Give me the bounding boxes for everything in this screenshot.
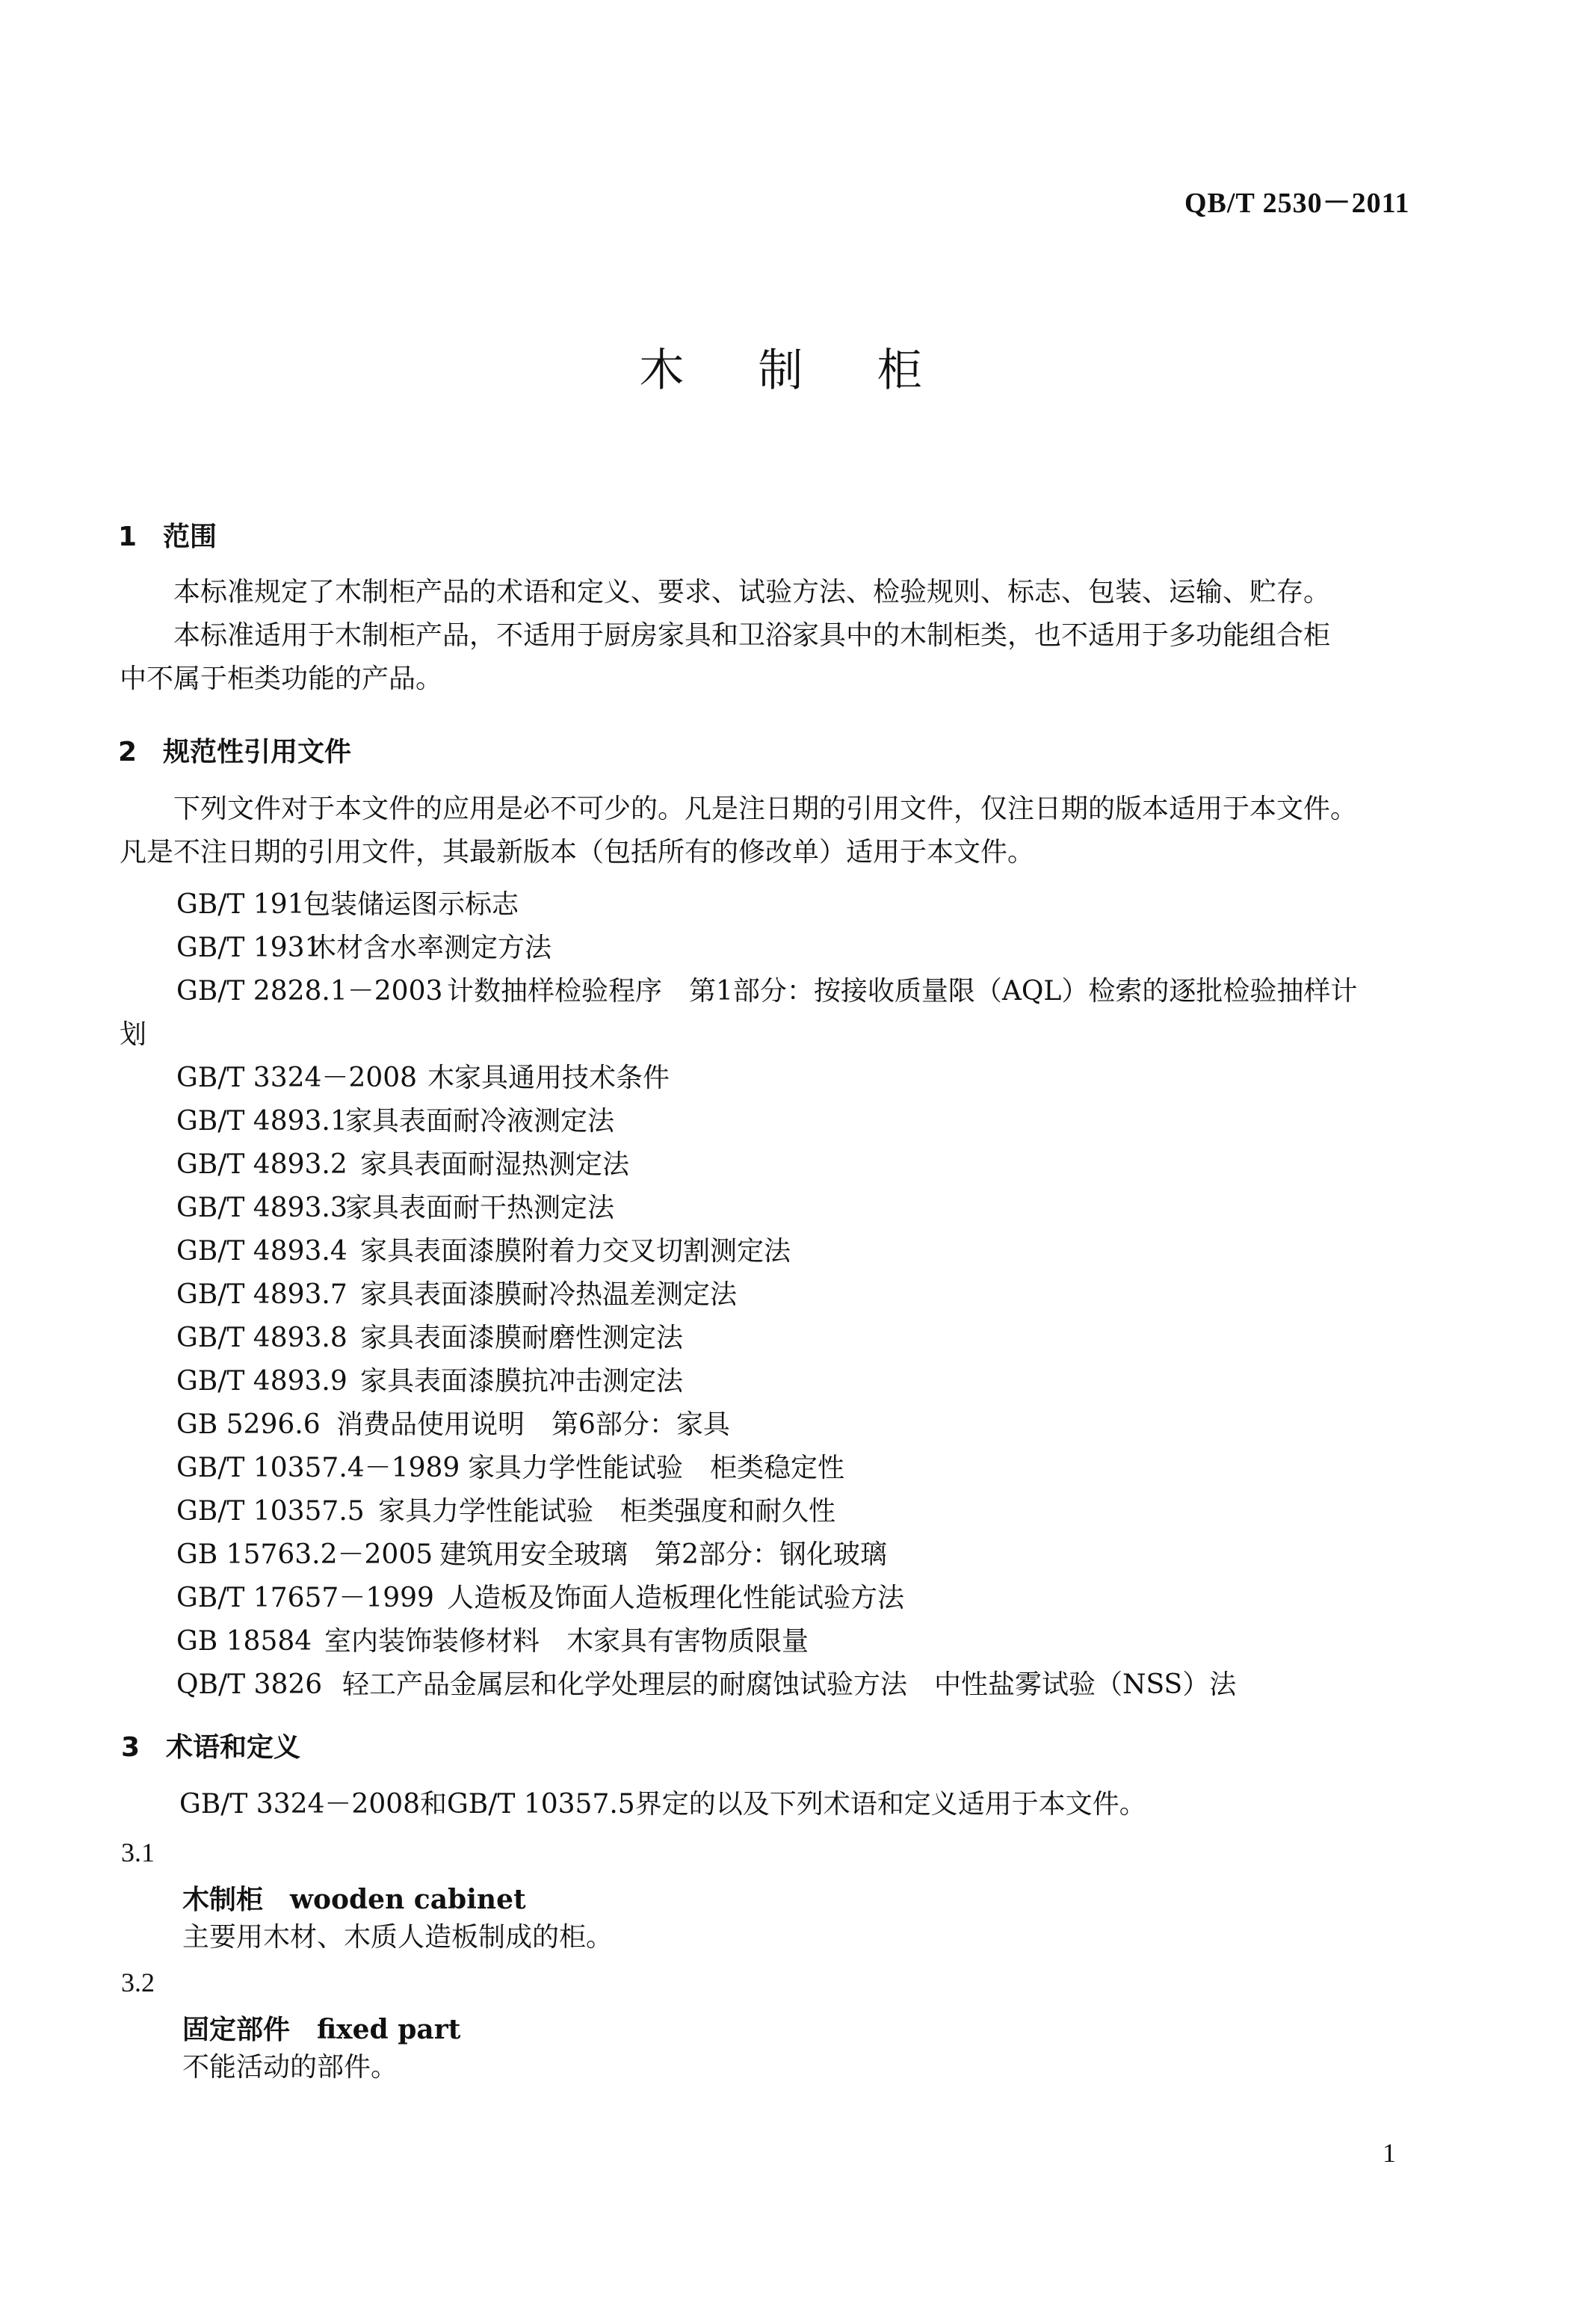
reference-code: GB 18584 xyxy=(176,1626,312,1657)
reference-code: GB/T 1931 xyxy=(176,933,322,963)
term-number: 3.1 xyxy=(121,1838,155,1867)
reference-item xyxy=(176,1230,791,1268)
reference-title: 家具表面耐干热测定法 xyxy=(345,1193,615,1223)
reference-code: GB/T 4893.1 xyxy=(176,1106,347,1137)
reference-item xyxy=(176,1577,904,1615)
standard-code: QB/T 2530－2011 xyxy=(1184,188,1410,219)
section-number: 3 xyxy=(121,1732,140,1763)
reference-title: 划 xyxy=(120,1019,147,1050)
section-title: 术语和定义 xyxy=(166,1732,301,1763)
reference-item xyxy=(176,1317,683,1355)
section-1-heading xyxy=(118,516,217,554)
reference-item xyxy=(176,1490,835,1528)
reference-title: 家具表面耐湿热测定法 xyxy=(360,1149,630,1180)
reference-code: GB/T 17657－1999 xyxy=(176,1583,434,1613)
reference-item xyxy=(176,1533,887,1572)
reference-code: GB/T 4893.2 xyxy=(176,1149,347,1180)
reference-item xyxy=(176,1447,844,1485)
reference-item xyxy=(176,927,552,965)
paragraph: 本标准适用于木制柜产品，不适用于厨房家具和卫浴家具中的木制柜类，也不适用于多功能组合柜 xyxy=(173,620,1331,651)
reference-title: 轻工产品金属层和化学处理层的耐腐蚀试验方法 中性盐雾试验（NSS）法 xyxy=(342,1669,1237,1700)
reference-title: 家具表面漆膜耐冷热温差测定法 xyxy=(360,1279,738,1310)
reference-title: 木材含水率测定方法 xyxy=(309,933,552,963)
reference-code: GB/T 191 xyxy=(176,889,305,920)
reference-item xyxy=(176,1663,1236,1702)
section-3-heading xyxy=(121,1726,300,1764)
reference-item xyxy=(176,1620,809,1658)
reference-title: 人造板及饰面人造板理化性能试验方法 xyxy=(447,1583,905,1613)
reference-code: GB/T 4893.3 xyxy=(176,1193,347,1223)
reference-code: GB/T 2828.1－2003 xyxy=(176,976,443,1007)
reference-code: GB/T 10357.5 xyxy=(176,1496,365,1527)
term-definition: 主要用木材、木质人造板制成的柜。 xyxy=(182,1922,614,1953)
reference-code: GB/T 4893.8 xyxy=(176,1323,347,1353)
paragraph: 凡是不注日期的引用文件，其最新版本（包括所有的修改单）适用于本文件。 xyxy=(120,837,1035,868)
reference-item xyxy=(176,1360,683,1398)
reference-title: 家具力学性能试验 柜类强度和耐久性 xyxy=(378,1496,836,1527)
reference-code: GB/T 3324－2008 xyxy=(176,1063,418,1093)
paragraph: 本标准规定了木制柜产品的术语和定义、要求、试验方法、检验规则、标志、包装、运输、贮存。 xyxy=(173,577,1331,608)
reference-code: GB 15763.2－2005 xyxy=(176,1539,433,1570)
reference-title: 家具表面漆膜附着力交叉切割测定法 xyxy=(360,1236,791,1267)
page-number: 1 xyxy=(1383,2138,1396,2168)
reference-title: 家具表面漆膜耐磨性测定法 xyxy=(360,1323,684,1353)
paragraph: 中不属于柜类功能的产品。 xyxy=(120,664,443,694)
section-title: 规范性引用文件 xyxy=(163,737,352,767)
paragraph: GB/T 3324－2008和GB/T 10357.5界定的以及下列术语和定义适用于本文件。 xyxy=(179,1789,1146,1820)
section-number: 2 xyxy=(118,737,138,767)
reference-title: 家具表面耐冷液测定法 xyxy=(345,1106,615,1137)
reference-item xyxy=(176,1057,670,1095)
section-2-heading xyxy=(118,731,351,769)
reference-item xyxy=(120,1013,146,1051)
reference-item xyxy=(176,1273,737,1311)
reference-title: 建筑用安全玻璃 第2部分：钢化玻璃 xyxy=(439,1539,887,1570)
reference-code: QB/T 3826 xyxy=(176,1669,323,1700)
term-definition: 不能活动的部件。 xyxy=(182,2052,398,2083)
section-title: 范围 xyxy=(163,522,217,552)
term-title: 木制柜 wooden cabinet xyxy=(182,1884,526,1915)
reference-item xyxy=(176,1143,629,1181)
reference-code: GB 5296.6 xyxy=(176,1409,321,1440)
document-title: 木 制 柜 xyxy=(639,344,952,397)
term-number: 3.2 xyxy=(121,1968,155,1997)
reference-item xyxy=(176,1403,730,1441)
reference-item xyxy=(176,1187,614,1225)
reference-item xyxy=(176,970,1357,1008)
section-number: 1 xyxy=(118,522,138,552)
term-title: 固定部件 fixed part xyxy=(182,2014,461,2045)
reference-title: 家具力学性能试验 柜类稳定性 xyxy=(468,1453,845,1483)
paragraph: 下列文件对于本文件的应用是必不可少的。凡是注日期的引用文件，仅注日期的版本适用于本文件。 xyxy=(173,794,1358,824)
reference-item xyxy=(176,1100,614,1138)
reference-code: GB/T 4893.7 xyxy=(176,1279,347,1310)
reference-title: 室内装饰装修材料 木家具有害物质限量 xyxy=(324,1626,809,1657)
reference-title: 包装储运图示标志 xyxy=(303,889,519,920)
reference-item xyxy=(176,883,519,921)
reference-title: 计数抽样检验程序 第1部分：按接收质量限（AQL）检索的逐批检验抽样计 xyxy=(447,976,1358,1007)
reference-code: GB/T 4893.9 xyxy=(176,1366,347,1397)
reference-code: GB/T 10357.4－1989 xyxy=(176,1453,460,1483)
reference-title: 消费品使用说明 第6部分：家具 xyxy=(336,1409,730,1440)
reference-code: GB/T 4893.4 xyxy=(176,1236,347,1267)
reference-title: 家具表面漆膜抗冲击测定法 xyxy=(360,1366,684,1397)
reference-title: 木家具通用技术条件 xyxy=(427,1063,670,1093)
